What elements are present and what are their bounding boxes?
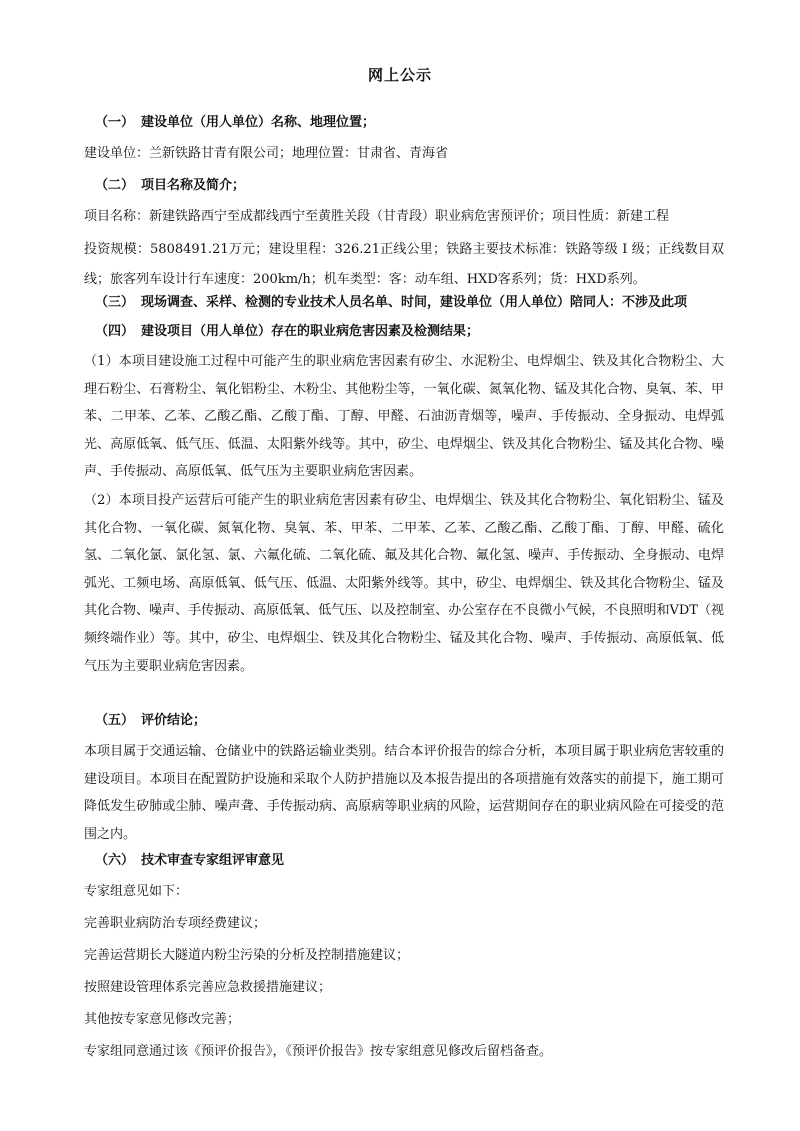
section-3-number: （三）	[95, 295, 135, 310]
section-2-heading	[95, 170, 735, 202]
section-3-heading	[95, 287, 735, 319]
section-4-heading	[95, 316, 735, 348]
section-1-number: （一）	[95, 115, 135, 130]
section-5-title: 评价结论；	[141, 713, 207, 728]
section-6-heading	[95, 845, 735, 877]
section-2-paragraph: 投资规模：5808491.21万元；建设里程：326.21正线公里；铁路主要技术标准：铁路等级 I 级；正线数目双线；旅客列车设计行车速度：200km/h；机车类型：客：动车组、HXD客系列；货：HXD系列。	[84, 242, 724, 287]
section-5-paragraph: 本项目属于交通运输、仓储业中的铁路运输业类别。结合本评价报告的综合分析，本项目属于职业病危害较重的建设项目。本项目在配置防护设施和采取个人防护措施以及本报告提出的各项措施有效落实的前提下，施工期可降低发生矽肺或尘肺、噪声聋、手传振动病、高原病等职业病的风险，运营期间存在的职业病风险在可接受的范围之内。	[84, 744, 724, 842]
section-2-line-1: 项目名称：新建铁路西宁至成都线西宁至黄胜关段（甘青段）职业病危害预评价；项目性质：新建工程	[84, 209, 670, 224]
section-6-title: 技术审查专家组评审意见	[141, 853, 285, 868]
section-6-line-6: 专家组同意通过该《预评价报告》，《预评价报告》按专家组意见修改后留档备查。	[84, 1044, 553, 1059]
section-6-line-3: 完善运营期长大隧道内粉尘污染的分析及控制措施建议；	[84, 948, 410, 963]
section-6-line-4: 按照建设管理体系完善应急救援措施建议；	[84, 980, 332, 995]
section-2-title: 项目名称及简介；	[141, 178, 246, 193]
section-6-number: （六）	[95, 853, 135, 868]
section-1-title: 建设单位（用人单位）名称、地理位置；	[141, 115, 376, 130]
section-1-heading	[95, 107, 735, 139]
page-title: 网上公示	[367, 66, 432, 84]
section-5-number: （五）	[95, 713, 135, 728]
section-1-line-1: 建设单位：兰新铁路甘青有限公司；地理位置：甘肃省、青海省	[84, 146, 449, 161]
section-3-title: 现场调查、采样、检测的专业技术人员名单、时间，建设单位（用人单位）陪同人：不涉及此项	[141, 295, 688, 310]
section-4-paragraph-1: （1）本项目建设施工过程中可能产生的职业病危害因素有矽尘、水泥粉尘、电焊烟尘、铁及其化合物粉尘、大理石粉尘、石膏粉尘、氧化铝粉尘、木粉尘、其他粉尘等，一氧化碳、氮氧化物、锰及其化合物、臭氧、苯、甲苯、二甲苯、乙苯、乙酸乙酯、乙酸丁酯、丁醇、甲醛、石油沥青烟等，噪声、手传振动、全身振动、电焊弧光、高原低氧、低气压、低温、太阳紫外线等。其中，矽尘、电焊烟尘、铁及其化合物粉尘、锰及其化合物、噪声、手传振动、高原低氧、低气压为主要职业病危害因素。	[84, 354, 724, 479]
section-4-paragraph-2: （2）本项目投产运营后可能产生的职业病危害因素有矽尘、电焊烟尘、铁及其化合物粉尘、氧化铝粉尘、锰及其化合物、一氧化碳、氮氧化物、臭氧、苯、甲苯、二甲苯、乙苯、乙酸乙酯、乙酸丁酯、丁醇、甲醛、硫化氢、二氧化氯、氯化氢、氯、六氟化硫、二氧化硫、氟及其化合物、氟化氢、噪声、手传振动、全身振动、电焊弧光、工频电场、高原低氧、低气压、低温、太阳紫外线等。其中，矽尘、电焊烟尘、铁及其化合物粉尘、锰及其化合物、噪声、手传振动、高原低氧、低气压、以及控制室、办公室存在不良微小气候，不良照明和VDT（视频终端作业）等。其中，矽尘、电焊烟尘、铁及其化合物粉尘、锰及其化合物、噪声、手传振动、高原低氧、低气压为主要职业病危害因素。	[84, 493, 724, 674]
section-4-title: 建设项目（用人单位）存在的职业病危害因素及检测结果；	[141, 324, 480, 339]
section-5-heading	[95, 705, 735, 737]
section-6-line-1: 专家组意见如下：	[84, 884, 189, 899]
section-6-line-2: 完善职业病防治专项经费建议；	[84, 916, 267, 931]
section-6-line-5: 其他按专家意见修改完善；	[84, 1012, 241, 1027]
section-4-number: （四）	[95, 324, 135, 339]
section-2-number: （二）	[95, 178, 135, 193]
